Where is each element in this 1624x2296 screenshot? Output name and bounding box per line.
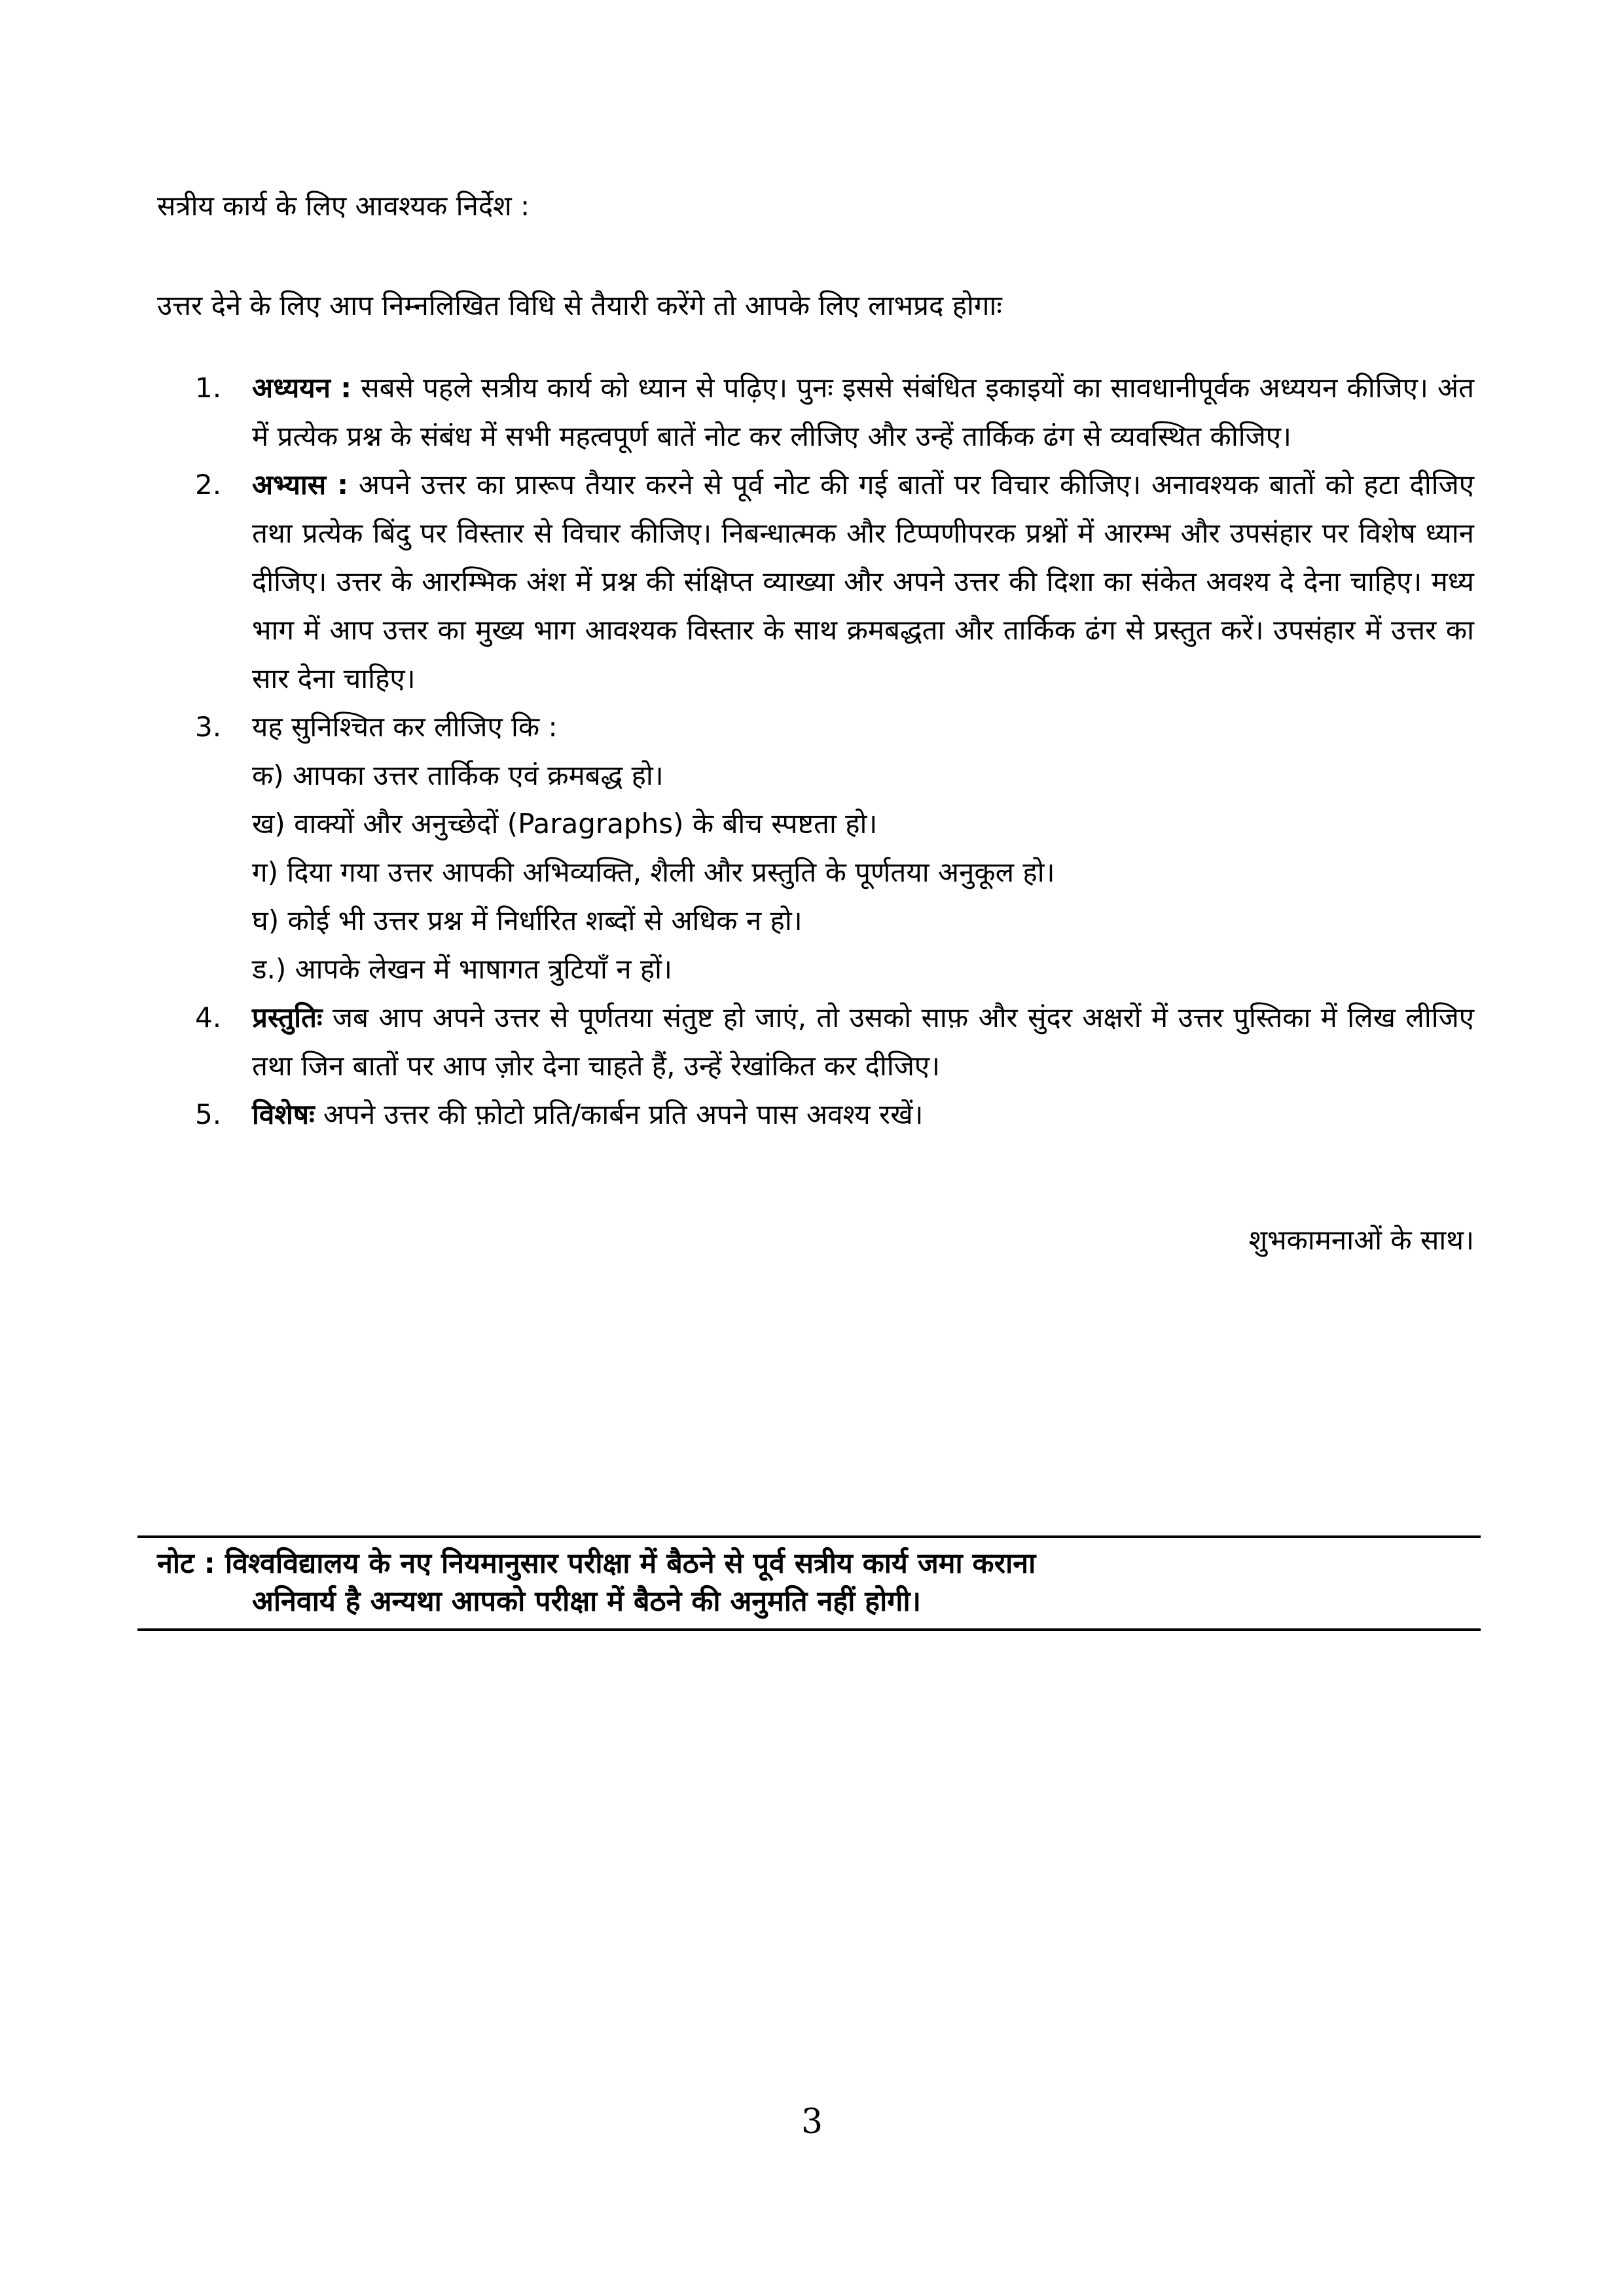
subitem-line-ka: क) आपका उत्तर तार्किक एवं क्रमबद्ध हो। [252, 759, 664, 791]
instructions-list [157, 364, 1474, 1139]
item-text: जब आप अपने उत्तर से पूर्णतया संतुष्ट हो जाएं, तो उसको साफ़ और सुंदर अक्षरों में उत्तर पुस्तिका में लिख लीजिए तथा जिन बातों पर आप ज़ोर देना चाहते हैं, उन्हें रेखांकित कर दीजिए। [252, 1001, 1474, 1082]
instruction-item-1 [157, 364, 1474, 461]
subitem-line-kha: ख) वाक्यों और अनुच्छेदों (Paragraphs) के बीच स्पष्टता हो। [252, 808, 878, 840]
item-label: अध्ययन : [252, 372, 352, 404]
item-number: 1. [195, 372, 222, 404]
note-line-2: अनिवार्य है अन्यथा आपको परीक्षा में बैठने की अनुमति नहीं होगी। [252, 1585, 921, 1618]
item-body [252, 703, 1474, 994]
item-text: सबसे पहले सत्रीय कार्य को ध्यान से पढ़िए। पुनः इससे संबंधित इकाइयों का सावधानीपूर्वक अध्ययन कीजिए। अंत में प्रत्येक प्रश्न के संबंध में सभी महत्वपूर्ण बातें नोट कर लीजिए और उन्हें तार्किक ढंग से व्यवस्थित कीजिए। [252, 372, 1475, 452]
item-label: विशेषः [252, 1098, 315, 1130]
item-text: अपने उत्तर की फ़ोटो प्रति/कार्बन प्रति अपने पास अवश्य रखें। [323, 1098, 924, 1130]
item-body [252, 994, 1474, 1090]
subitem-line-gha: घ) कोई भी उत्तर प्रश्न में निर्धारित शब्दों से अधिक न हो। [252, 905, 803, 937]
item-number: 5. [195, 1098, 222, 1130]
closing-line: शुभकामनाओं के साथ। [1248, 1224, 1474, 1256]
instruction-item-4 [157, 994, 1474, 1090]
note-line-1 [137, 1545, 1481, 1583]
note-box [137, 1535, 1481, 1631]
instruction-item-2 [157, 461, 1474, 703]
item-text: अपने उत्तर का प्रारूप तैयार करने से पूर्व नोट की गई बातों पर विचार कीजिए। अनावश्यक बातों को हटा दीजिए तथा प्रत्येक बिंदु पर विस्तार से विचार कीजिए। निबन्धात्मक और टिप्पणीपरक प्रश्नों में आरम्भ और उपसंहार पर विशेष ध्यान दीजिए। उत्तर के आरम्भिक अंश में प्रश्न की संक्षिप्त व्याख्या और अपने उत्तर की दिशा का संकेत अवश्य दे देना चाहिए। मध्य भाग में आप उत्तर का मुख्य भाग आवश्यक विस्तार के साथ क्रमबद्धता और तार्किक ढंग से प्रस्तुत करें। उपसंहार में उत्तर का सार देना चाहिए। [252, 469, 1474, 694]
subitem-line-ga: ग) दिया गया उत्तर आपकी अभिव्यक्ति, शैली और प्रस्तुति के पूर्णतया अनुकूल हो। [252, 856, 1055, 888]
note-text-1: विश्वविद्यालय के नए नियमानुसार परीक्षा में बैठने से पूर्व सत्रीय कार्य जमा कराना [225, 1547, 1036, 1580]
instruction-item-5 [157, 1090, 1474, 1139]
item-text: यह सुनिश्चित कर लीजिए कि : [252, 711, 558, 743]
item-number: 3. [195, 711, 222, 743]
item-number: 2. [195, 469, 222, 501]
intro-paragraph: उत्तर देने के लिए आप निम्नलिखित विधि से तैयारी करेंगे तो आपके लिए लाभप्रद होगाः [157, 289, 1002, 321]
page-title: सत्रीय कार्य के लिए आवश्यक निर्देश : [157, 190, 530, 222]
item-body [252, 461, 1474, 703]
item-number: 4. [195, 1001, 222, 1033]
subitem-line-nga: ड.) आपके लेखन में भाषागत त्रुटियाँ न हों। [252, 953, 672, 985]
item-label: प्रस्तुतिः [252, 1001, 323, 1033]
item-body [252, 364, 1474, 461]
instruction-item-3 [157, 703, 1474, 994]
note-label: नोट : [157, 1547, 215, 1580]
page-number: 3 [801, 2102, 823, 2142]
document-content [157, 187, 1474, 1260]
item-label: अभ्यास : [252, 469, 349, 501]
item-body [252, 1090, 1474, 1139]
